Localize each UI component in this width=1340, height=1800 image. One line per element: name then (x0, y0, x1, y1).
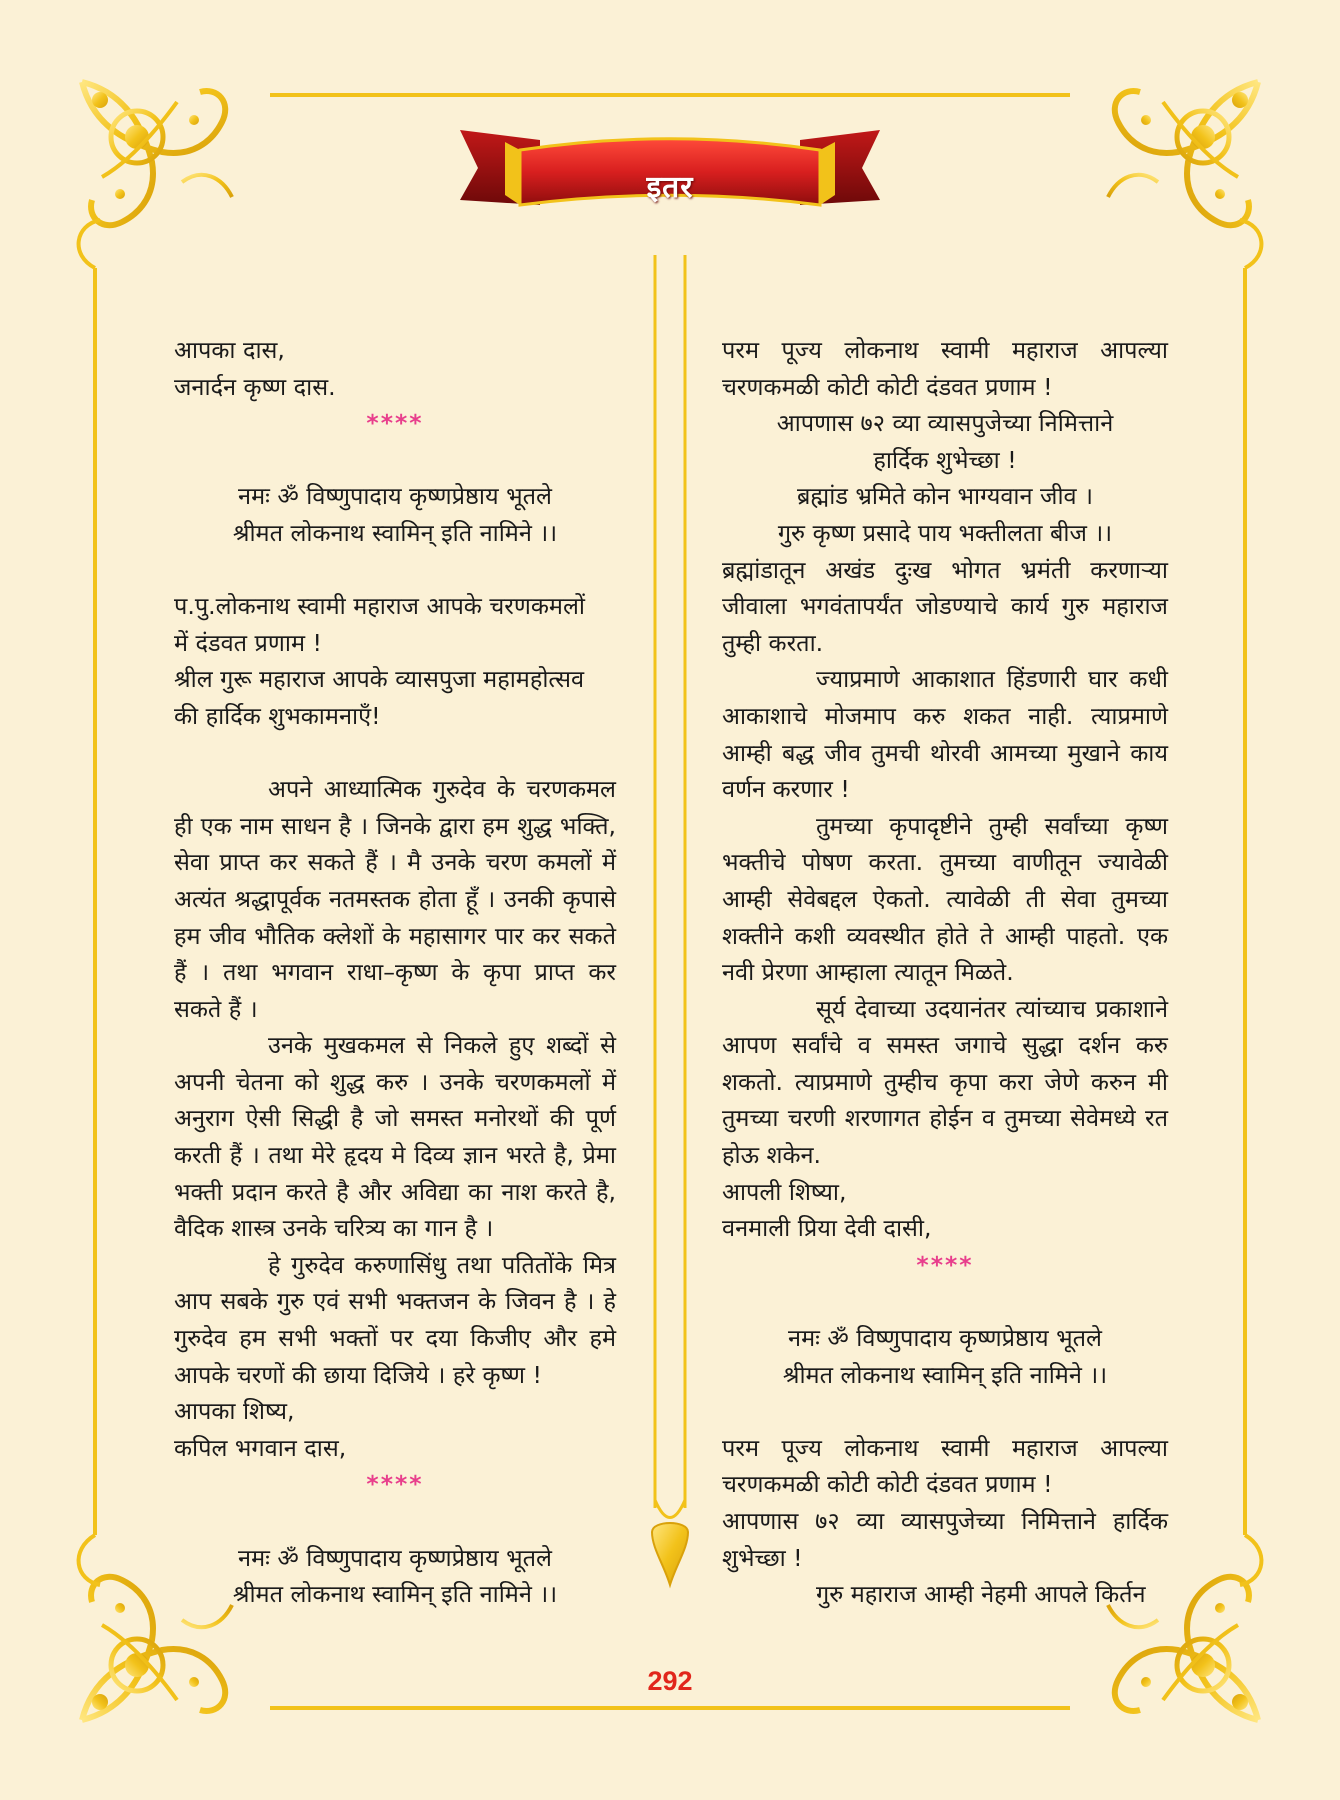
body-line: गुरु महाराज आम्ही नेहमी आपले किर्तन (816, 1580, 1146, 1609)
signoff-line: आपली शिष्या, (722, 1177, 847, 1206)
greeting-line: की हार्दिक शुभकामनाएँ! (174, 701, 381, 730)
signoff-line: आपका दास, (174, 336, 285, 364)
greeting-line: परम पूज्य लोकनाथ स्वामी महाराज आपल्या (722, 336, 1168, 364)
centered-line: आपणास ७२ व्या व्यासपुजेच्या निमित्ताने (776, 409, 1114, 438)
greeting-line: प.पु.लोकनाथ स्वामी महाराज आपके चरणकमलों (174, 592, 585, 621)
greeting-line: श्रील गुरू महाराज आपके व्यासपुजा महामहोत्सव (174, 665, 585, 694)
body-paragraph: सूर्य देवाच्या उदयानंतर त्यांच्याच प्रकाशाने आपण सर्वांचे व समस्त जगाचे सुद्धा दर्शन करु शकतो. त्याप्रमाणे तुम्हीच कृपा करा जेणे करुन मी तुमच्या चरणी शरणागत होईन व तुमच्या सेवेमध्ये रत होऊ शकेन. (722, 994, 1168, 1170)
section-title: इतर (646, 170, 694, 205)
centered-line: गुरु कृष्ण प्रसादे पाय भक्तीलता बीज ।। (777, 518, 1113, 547)
body-paragraph: उनके मुखकमल से निकले हुए शब्दों से अपनी चेतना को शुद्ध करु । उनके चरणकमलों में अनुराग ऐसी सिद्धी है जो समस्त मनोरथों की पूर्ण करती हैं । तथा मेरे हृदय मे दिव्य ज्ञान भरते है, प्रेमा भक्ती प्रदान करते है और अविद्या का नाश करते है, वैदिक शास्त्र उनके चरित्र्य का गान है । (174, 1031, 616, 1243)
signoff-line: आपका शिष्य, (174, 1397, 295, 1426)
greeting-line: शुभेच्छा ! (722, 1543, 803, 1572)
centered-line: हार्दिक शुभेच्छा ! (873, 445, 1017, 474)
mantra-line: नमः ॐ विष्णुपादाय कृष्णप्रेष्ठाय भूतले (238, 482, 552, 511)
separator-stars: **** (366, 1470, 424, 1499)
separator-stars: **** (916, 1250, 974, 1279)
greeting-line: में दंडवत प्रणाम ! (174, 628, 322, 657)
mantra-line: श्रीमत लोकनाथ स्वामिन् इति नामिने ।। (232, 1580, 558, 1609)
divider-drop-ornament (652, 1523, 688, 1585)
signoff-name: जनार्दन कृष्ण दास. (174, 372, 336, 401)
right-column (722, 332, 1168, 1613)
separator-stars: **** (366, 409, 424, 438)
greeting-line: परम पूज्य लोकनाथ स्वामी महाराज आपल्या (722, 1433, 1168, 1462)
signoff-name: कपिल भगवान दास, (174, 1433, 347, 1462)
body-paragraph: ज्याप्रमाणे आकाशात हिंडणारी घार कधी आकाशाचे मोजमाप करु शकत नाही. त्याप्रमाणे आम्ही बद्ध जीव तुमची थोरवी आमच्या मुखाने काय वर्णन करणार ! (722, 665, 1168, 804)
body-paragraph: अपने आध्यात्मिक गुरुदेव के चरणकमल ही एक नाम साधन है । जिनके द्वारा हम शुद्ध भक्ति, सेवा प्राप्त कर सकते हैं । मै उनके चरण कमलों में अत्यंत श्रद्धापूर्वक नतमस्तक होता हूँ । उनकी कृपासे हम जीव भौतिक क्लेशों के महासागर पार कर सकते हैं । तथा भगवान राधा–कृष्ण के कृपा प्राप्त कर सकते हैं । (174, 775, 616, 1023)
greeting-line: चरणकमळी कोटी कोटी दंडवत प्रणाम ! (722, 1470, 1053, 1499)
centered-line: ब्रह्मांड भ्रमिते कोन भाग्यवान जीव । (796, 482, 1093, 511)
mantra-line: श्रीमत लोकनाथ स्वामिन् इति नामिने ।। (232, 518, 558, 547)
page-number: 292 (647, 1666, 693, 1696)
body-paragraph: तुमच्या कृपादृष्टीने तुम्ही सर्वांच्या कृष्ण भक्तीचे पोषण करता. तुमच्या वाणीतून ज्यावेळी आम्ही सेवेबद्दल ऐकतो. त्यावेळी ती सेवा तुमच्या शक्तीने कशी व्यवस्थीत होते ते आम्ही पाहतो. एक नवी प्रेरणा आम्हाला त्यातून मिळते. (722, 811, 1168, 987)
greeting-line: चरणकमळी कोटी कोटी दंडवत प्रणाम ! (722, 372, 1053, 401)
signoff-name: वनमाली प्रिया देवी दासी, (722, 1214, 932, 1243)
left-column (174, 332, 616, 1613)
mantra-line: श्रीमत लोकनाथ स्वामिन् इति नामिने ।। (782, 1360, 1108, 1389)
greeting-line: आपणास ७२ व्या व्यासपुजेच्या निमित्ताने हार्दिक (722, 1507, 1168, 1535)
mantra-line: नमः ॐ विष्णुपादाय कृष्णप्रेष्ठाय भूतले (238, 1543, 552, 1572)
body-paragraph: ब्रह्मांडातून अखंड दुःख भोगत भ्रमंती करणाऱ्या जीवाला भगवंतापर्यंत जोडण्याचे कार्य गुरु महाराज तुम्ही करता. (722, 555, 1168, 657)
body-paragraph: हे गुरुदेव करुणासिंधु तथा पतितोंके मित्र आप सबके गुरु एवं सभी भक्तजन के जिवन है । हे गुरुदेव हम सभी भक्तों पर दया किजीए और हमे आपके चरणों की छाया दिजिये । हरे कृष्ण ! (174, 1250, 616, 1389)
mantra-line: नमः ॐ विष्णुपादाय कृष्णप्रेष्ठाय भूतले (788, 1324, 1102, 1353)
